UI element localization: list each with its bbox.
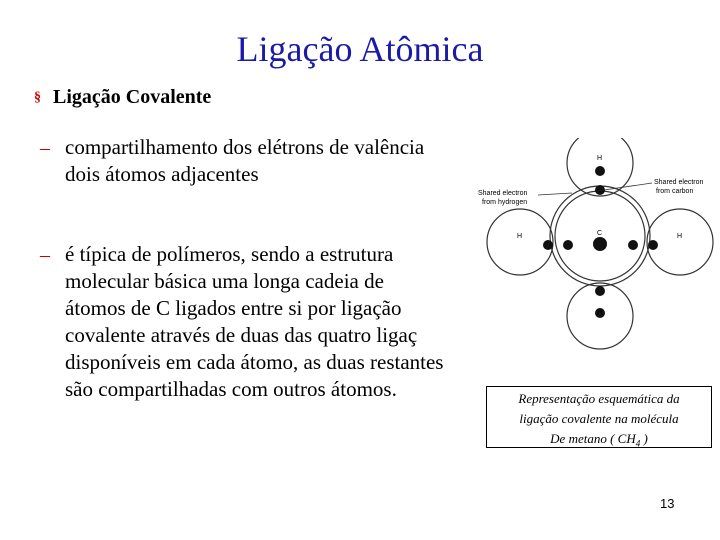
methane-diagram xyxy=(476,138,718,366)
page-number: 13 xyxy=(660,496,675,511)
sub-bullet-1-line-1: compartilhamento dos elétrons de valência xyxy=(65,135,425,159)
shared-electron-bottom xyxy=(595,286,605,296)
caption-subscript: 4 xyxy=(635,438,641,449)
carbon-nucleus xyxy=(593,237,607,251)
shared-electron-left xyxy=(543,240,553,250)
dash-bullet-1: – xyxy=(40,137,50,159)
sub-bullet-2-line-4: covalente através de duas das quatro ligaç xyxy=(65,323,418,347)
caption-line-1: Representação esquemática da xyxy=(518,391,680,406)
sub-bullet-2-line-1: é típica de polímeros, sendo a estrutura xyxy=(65,242,394,266)
caption-line-3 xyxy=(487,429,711,454)
sub-bullet-2-line-5: disponíveis em cada átomo, as duas restantes xyxy=(65,350,444,374)
sub-bullet-2-line-6: são compartilhadas com outros átomos. xyxy=(65,377,397,401)
h-label-right: H xyxy=(677,233,683,240)
diagram-caption xyxy=(486,386,712,448)
shared-from-carbon-line-1: Shared electron xyxy=(654,179,704,186)
methane-diagram-svg xyxy=(476,138,718,366)
h-label-left: H xyxy=(517,233,523,240)
h-label-top: H xyxy=(597,155,603,162)
shared-electron-right-2 xyxy=(648,240,658,250)
sub-bullet-2-line-3: átomos de C ligados entre si por ligação xyxy=(65,296,402,320)
shared-from-hydrogen-line-1: Shared electron xyxy=(478,190,528,197)
square-bullet-icon: § xyxy=(34,90,41,105)
bullet-ligacao-covalente xyxy=(34,86,211,109)
caption-line-3-suffix: ) xyxy=(640,431,648,446)
shared-from-hydrogen-line-2: from hydrogen xyxy=(482,199,528,206)
shared-from-carbon-line-2: from carbon xyxy=(656,188,694,195)
c-label: C xyxy=(597,230,603,237)
sub-bullet-1-line-2: dois átomos adjacentes xyxy=(65,162,259,186)
shared-electron-left-2 xyxy=(563,240,573,250)
shared-electron-right xyxy=(628,240,638,250)
h-label-bottom: H xyxy=(597,309,603,316)
shared-electron-top-2 xyxy=(595,185,605,195)
shared-electron-top xyxy=(595,166,605,176)
sub-bullet-2-line-2: molecular básica uma longa cadeia de xyxy=(65,269,384,293)
sub-bullet-1 xyxy=(65,134,424,188)
caption-line-2: ligação covalente na molécula xyxy=(519,411,679,426)
bullet-text: Ligação Covalente xyxy=(53,86,212,108)
slide-title: Ligação Atômica xyxy=(236,29,484,69)
dash-bullet-2: – xyxy=(40,244,50,266)
sub-bullet-2 xyxy=(65,241,443,403)
caption-line-3-prefix: De metano ( CH xyxy=(550,431,636,446)
